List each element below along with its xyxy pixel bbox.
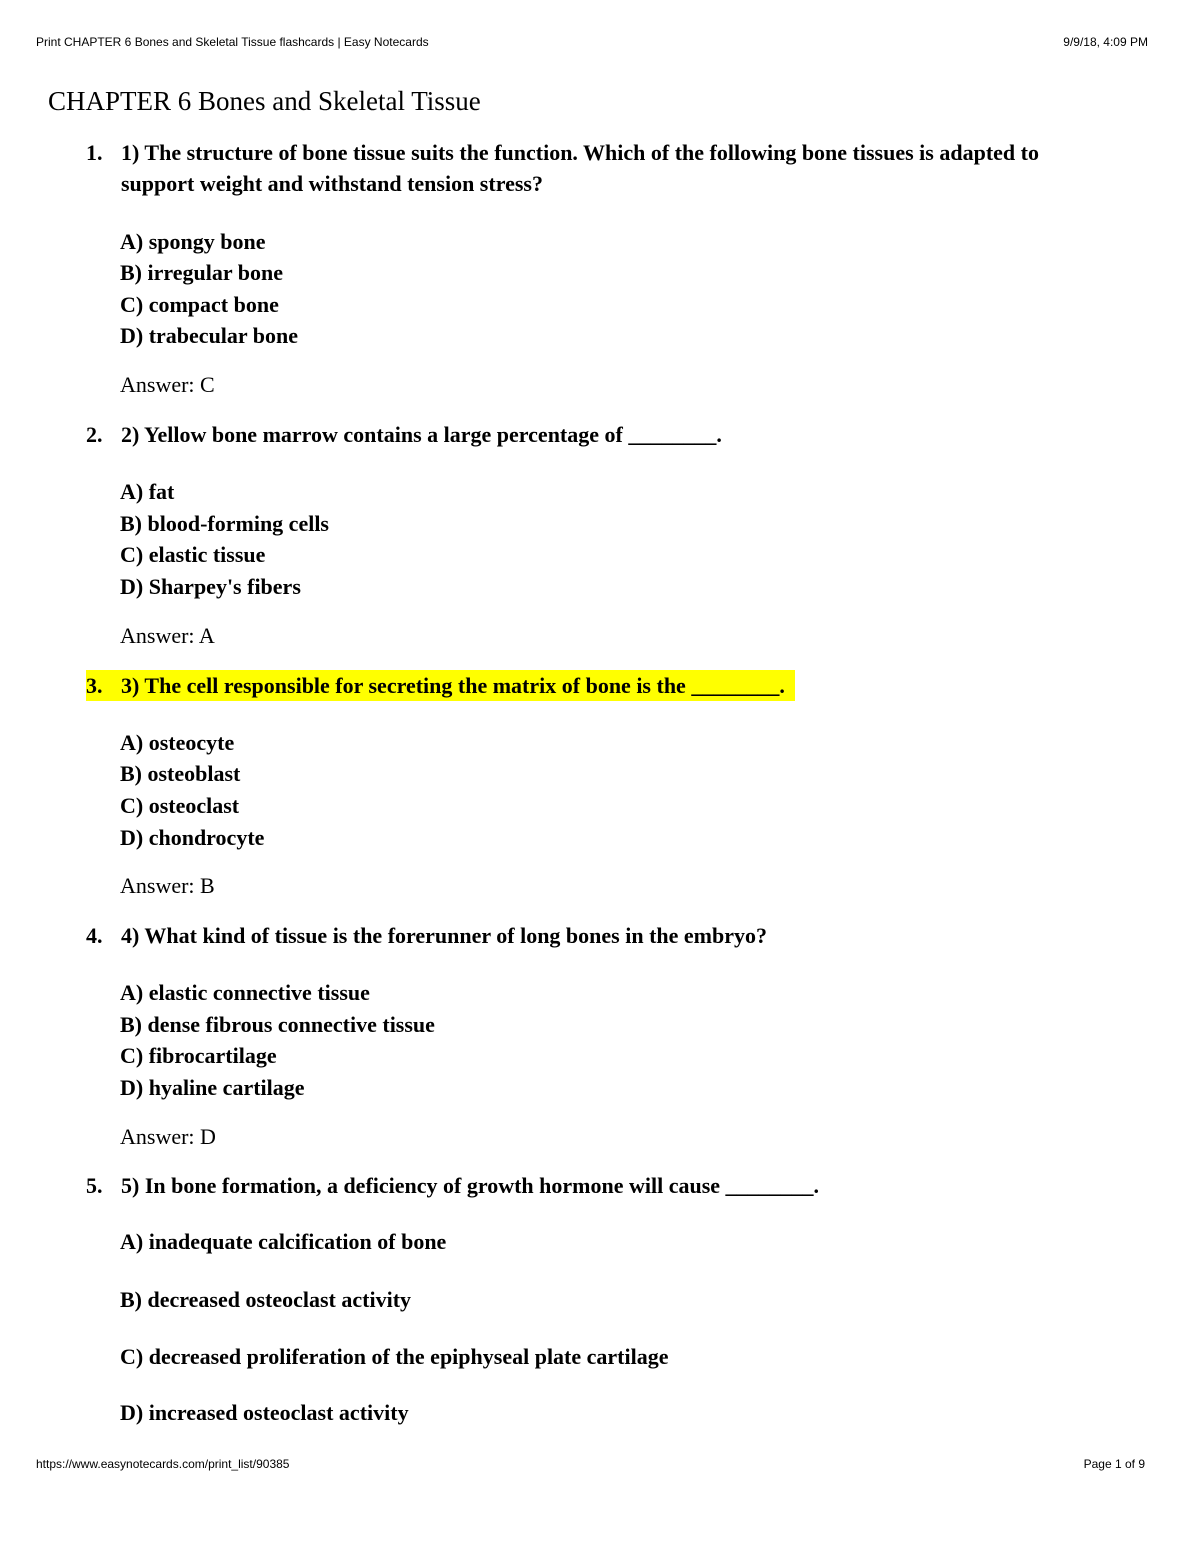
question-3-highlighted	[86, 670, 795, 701]
option-b: B) dense fibrous connective tissue	[120, 1012, 435, 1037]
page-number: Page 1 of 9	[1083, 1457, 1145, 1471]
question-number: 5.	[86, 1173, 103, 1198]
question-1	[86, 137, 1086, 199]
option-a: A) inadequate calcification of bone	[120, 1229, 447, 1254]
browser-page-title: Print CHAPTER 6 Bones and Skeletal Tissue flashcards | Easy Notecards	[36, 35, 429, 49]
answer: Answer: A	[120, 623, 215, 648]
page-url: https://www.easynotecards.com/print_list/90385	[36, 1457, 290, 1471]
question-2	[86, 419, 1086, 450]
question-number: 4.	[86, 923, 103, 948]
question-number: 3.	[86, 670, 121, 701]
answer: Answer: C	[120, 372, 215, 397]
answer: Answer: B	[120, 873, 215, 898]
question-text: 3) The cell responsible for secreting the matrix of bone is the ________.	[121, 670, 795, 701]
option-b: B) irregular bone	[120, 260, 283, 285]
print-datetime: 9/9/18, 4:09 PM	[1063, 35, 1148, 49]
option-c: C) decreased proliferation of the epiphyseal plate cartilage	[120, 1344, 669, 1369]
option-b: B) osteoblast	[120, 761, 241, 786]
option-d: D) Sharpey's fibers	[120, 574, 301, 599]
option-d: D) chondrocyte	[120, 825, 265, 850]
option-b: B) blood-forming cells	[120, 511, 329, 536]
option-a: A) elastic connective tissue	[120, 980, 370, 1005]
option-a: A) fat	[120, 479, 175, 504]
question-number: 1.	[86, 140, 103, 165]
question-text: 1) The structure of bone tissue suits the function. Which of the following bone tissues is adapted to support weight and withstand tension stress?	[121, 140, 1039, 196]
question-4	[86, 920, 1086, 951]
option-a: A) osteocyte	[120, 730, 235, 755]
option-d: D) increased osteoclast activity	[120, 1400, 409, 1425]
question-text: 5) In bone formation, a deficiency of growth hormone will cause ________.	[121, 1173, 820, 1198]
question-text: 2) Yellow bone marrow contains a large percentage of ________.	[121, 422, 722, 447]
document-title: CHAPTER 6 Bones and Skeletal Tissue	[48, 86, 481, 116]
answer: Answer: D	[120, 1124, 216, 1149]
option-a: A) spongy bone	[120, 229, 266, 254]
question-5	[86, 1170, 1086, 1201]
option-c: C) osteoclast	[120, 793, 240, 818]
question-number: 2.	[86, 422, 103, 447]
option-b: B) decreased osteoclast activity	[120, 1287, 412, 1312]
option-d: D) hyaline cartilage	[120, 1075, 305, 1100]
option-c: C) elastic tissue	[120, 542, 266, 567]
option-c: C) fibrocartilage	[120, 1043, 277, 1068]
question-text: 4) What kind of tissue is the forerunner of long bones in the embryo?	[121, 923, 767, 948]
option-d: D) trabecular bone	[120, 323, 299, 348]
option-c: C) compact bone	[120, 292, 279, 317]
